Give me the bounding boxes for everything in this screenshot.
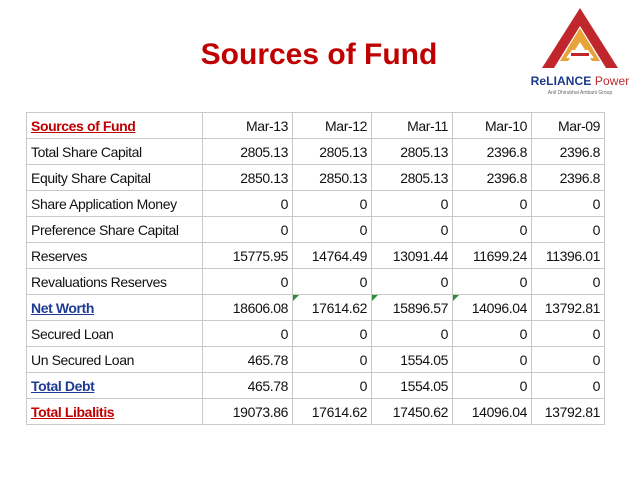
row-label: Revaluations Reserves [27,269,203,295]
row-value-text: 0 [519,195,527,212]
table-row [27,165,605,191]
row-value-text: 0 [519,273,527,290]
row-value-text: 0 [592,195,600,212]
row-value-text: 0 [440,325,448,342]
row-value [532,399,605,425]
row-value-text: 0 [592,221,600,238]
row-value [453,295,532,321]
row-value-text: 0 [280,221,288,238]
row-value [372,139,453,165]
row-value-text: 13792.81 [544,299,600,316]
header-mar-12: Mar-12 [293,113,372,139]
row-value-text: 2805.13 [319,143,367,160]
row-value-text: 0 [592,351,600,368]
row-value [372,321,453,347]
row-value [532,165,605,191]
row-value-text: 2850.13 [240,169,288,186]
row-value [453,399,532,425]
row-value [532,139,605,165]
row-value [293,217,372,243]
row-value [372,295,453,321]
header-mar-11: Mar-11 [372,113,453,139]
row-value [372,191,453,217]
row-value-text: 2396.8 [559,143,600,160]
row-value [532,217,605,243]
page-title: Sources of Fund [200,38,438,71]
row-value [293,139,372,165]
row-label: Un Secured Loan [27,347,203,373]
row-value-text: 0 [592,325,600,342]
row-value [293,347,372,373]
row-value-text: 15896.57 [392,299,448,316]
row-value-text: 0 [359,351,367,368]
row-value-text: 14096.04 [471,299,527,316]
row-value-text: 2396.8 [486,143,527,160]
row-label: Secured Loan [27,321,203,347]
row-value [293,373,372,399]
row-value [293,243,372,269]
row-value [453,139,532,165]
reliance-power-logo [526,6,634,106]
row-value-text: 13792.81 [544,403,600,420]
row-value-text: 0 [440,195,448,212]
row-value-text: 17614.62 [311,403,367,420]
table-row [27,243,605,269]
row-value [532,269,605,295]
row-value [203,139,293,165]
row-value-text: 0 [440,273,448,290]
logo-brand-second: Power [594,74,630,88]
row-value [532,243,605,269]
row-value-text: 17614.62 [311,299,367,316]
row-value-text: 1554.05 [400,351,448,368]
row-value [532,373,605,399]
row-value-text: 0 [359,325,367,342]
row-label: Total Share Capital [27,139,203,165]
logo-a-mark-icon [526,6,634,76]
row-value-text: 14764.49 [311,247,367,264]
row-value [372,165,453,191]
row-label: Equity Share Capital [27,165,203,191]
row-value-text: 0 [519,351,527,368]
logo-tagline: Anil Dhirubhai Ambani Group [547,90,613,96]
row-label: Preference Share Capital [27,217,203,243]
row-value-text: 15775.95 [232,247,288,264]
row-value-text: 465.78 [247,377,288,394]
row-value-text: 0 [280,273,288,290]
row-value-text: 0 [519,325,527,342]
table-row [27,373,605,399]
row-value-text: 0 [592,273,600,290]
table-row [27,139,605,165]
row-value-text: 465.78 [247,351,288,368]
error-flag-icon [372,295,378,301]
row-value [203,321,293,347]
row-value-text: 2805.13 [400,143,448,160]
row-value-text: 0 [359,377,367,394]
row-value [203,165,293,191]
row-value [293,165,372,191]
row-value-text: 2396.8 [559,169,600,186]
row-value [532,347,605,373]
row-value [453,165,532,191]
row-value [453,217,532,243]
row-value [203,295,293,321]
row-value [203,269,293,295]
row-value [293,191,372,217]
row-value-text: 11396.01 [545,247,600,264]
row-value [453,269,532,295]
row-value [293,269,372,295]
error-flag-icon [293,295,299,301]
table-row [27,321,605,347]
row-value [453,347,532,373]
header-mar-10: Mar-10 [453,113,532,139]
row-value-text: 13091.44 [392,247,448,264]
row-value-text: 0 [280,325,288,342]
row-value-text: 18606.08 [232,299,288,316]
row-value [532,321,605,347]
row-label: Total Libalitis [27,399,203,425]
row-label: Share Application Money [27,191,203,217]
row-value-text: 0 [359,273,367,290]
row-label: Net Worth [27,295,203,321]
table-body [27,113,605,425]
row-value [453,243,532,269]
row-value [203,191,293,217]
row-value [203,399,293,425]
table-row [27,399,605,425]
row-value [203,217,293,243]
row-label: Total Debt [27,373,203,399]
row-value [203,243,293,269]
row-value-text: 0 [519,221,527,238]
row-value [532,191,605,217]
row-value [532,295,605,321]
table-row [27,295,605,321]
table-row [27,347,605,373]
row-value-text: 2850.13 [319,169,367,186]
row-value-text: 17450.62 [392,403,448,420]
table-header-row [27,113,605,139]
row-value-text: 0 [359,221,367,238]
table-row [27,191,605,217]
header-label: Sources of Fund [27,113,203,139]
sources-of-fund-table [26,112,605,425]
row-label: Reserves [27,243,203,269]
error-flag-icon [453,295,459,301]
row-value-text: 0 [440,221,448,238]
row-value [372,243,453,269]
logo-wordmark [526,74,634,88]
row-value [453,373,532,399]
logo-brand-first: ReLIANCE [530,74,592,88]
row-value-text: 0 [592,377,600,394]
table-row [27,269,605,295]
row-value [453,191,532,217]
table-row [27,217,605,243]
row-value [453,321,532,347]
row-value [293,295,372,321]
row-value-text: 14096.04 [471,403,527,420]
header-mar-13: Mar-13 [203,113,293,139]
row-value-text: 0 [280,195,288,212]
row-value [372,347,453,373]
row-value-text: 11699.24 [472,247,527,264]
row-value [203,347,293,373]
header-mar-09: Mar-09 [532,113,605,139]
row-value [293,321,372,347]
row-value-text: 0 [359,195,367,212]
row-value-text: 2396.8 [486,169,527,186]
row-value [372,373,453,399]
row-value [372,269,453,295]
row-value [372,217,453,243]
row-value [372,399,453,425]
row-value-text: 0 [519,377,527,394]
row-value-text: 19073.86 [232,403,288,420]
row-value [293,399,372,425]
row-value [203,373,293,399]
row-value-text: 2805.13 [240,143,288,160]
row-value-text: 2805.13 [400,169,448,186]
row-value-text: 1554.05 [400,377,448,394]
